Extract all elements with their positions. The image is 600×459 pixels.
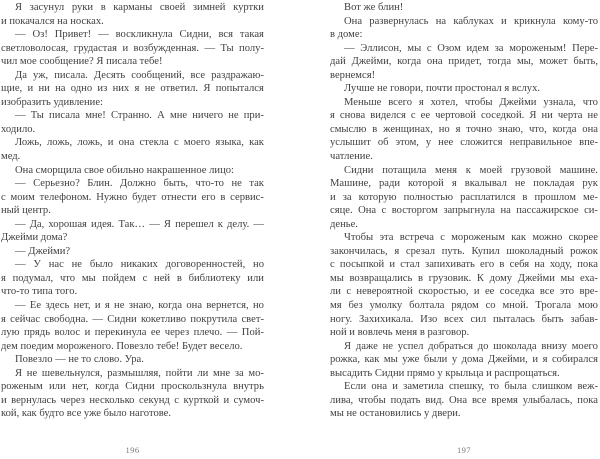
text-line: денье.: [330, 218, 358, 230]
paragraph: [1, 258, 264, 299]
text-line: — Ты писала мне! Странно. А мне ничего не при-: [15, 110, 264, 122]
paragraph: [1, 367, 264, 421]
text-line: с посыпкой и стал запихивать его в себя на ходу, пока: [330, 259, 598, 271]
text-line: Повезло — не то слово. Ура.: [15, 354, 144, 366]
text-line: закончилась, я срезал путь. Купил шоколадный рожок: [330, 245, 598, 257]
text-line: услышит об этом, у нее сложится неправильное впе-: [330, 137, 598, 149]
paragraph: [330, 82, 598, 96]
text-line: Лучше не говори, почти простонал я вслух.: [344, 83, 541, 95]
text-line: лива, чтобы подать вид. Она все время улыбалась, пока: [330, 394, 598, 406]
right-page-number: 197: [457, 445, 471, 455]
text-line: я снова виделся с ее чертовой соседкой. Я ни черта не: [330, 110, 598, 122]
paragraph: [330, 164, 598, 232]
text-line: Меньше всего я хотел, чтобы Джейми узнала, что: [344, 96, 598, 108]
text-line: Чтобы эта встреча с мороженым как можно скорее: [344, 232, 598, 244]
text-line: ногу. Захихикала. Изо всех сил пыталась быть забав-: [330, 313, 598, 325]
text-line: вернемся!: [330, 69, 376, 81]
text-line: — Эллисон, мы с Озом идем за мороженым! Пере-: [344, 42, 598, 54]
text-line: мы не остановились у двери.: [330, 408, 461, 420]
text-line: высадить Сидни прямо у крыльца и распрощаться.: [330, 367, 560, 379]
text-line: светловолосая, грудастая и возбужденная. — Ты полу-: [1, 42, 264, 54]
paragraph: [330, 340, 598, 381]
paragraph: [330, 1, 598, 15]
text-line: я подумал, что мы пойдем с ней в библиотеку или: [1, 272, 264, 284]
text-line: Джейми дома?: [1, 232, 68, 244]
text-line: мед.: [1, 151, 21, 163]
text-line: и вернулась через несколько секунд с курткой и сумоч-: [1, 394, 264, 406]
text-line: кой, как будто все уже было наготове.: [1, 408, 172, 420]
paragraph: [1, 177, 264, 218]
text-line: Машине, ради которой я вкалывал не покладая рук: [330, 178, 598, 190]
text-line: дем поедим мороженого. Повезло тебе! Будет весело.: [1, 340, 243, 352]
paragraph: [330, 380, 598, 421]
text-line: и за которую полностью расплатился в прошлом ме-: [330, 191, 598, 203]
text-line: дай Джейми, когда она придет, тогда мы, может быть,: [330, 56, 598, 68]
left-page-text-block: [1, 1, 264, 421]
text-line: мя без умолку болтала рядом со мной. Трогала мою: [330, 300, 598, 312]
paragraph: [330, 15, 598, 42]
paragraph: [1, 164, 264, 178]
text-line: — У нас не было никаких договоренностей, но: [15, 259, 264, 271]
text-line: Она развернулась на каблуках и крикнула кому-то: [344, 15, 598, 27]
text-line: я сейчас свободна. — Сидни кокетливо покрутила свет-: [1, 313, 264, 325]
text-line: Если она и заметила спешку, то была слишком веж-: [344, 381, 598, 393]
text-line: Сидни потащила меня к моей грузовой машине.: [344, 164, 598, 176]
paragraph: [1, 109, 264, 136]
paragraph: [1, 245, 264, 259]
text-line: чил мое сообщение? Я писала тебе!: [1, 56, 163, 68]
text-line: — Джейми?: [15, 245, 71, 257]
text-line: — Да, хорошая идея. Так… — Я перешел к делу. —: [15, 218, 264, 230]
left-page: [1, 1, 264, 458]
text-line: Да уж, писала. Десять сообщений, все раздражаю-: [15, 69, 264, 81]
text-line: смыслю в женщинах, но я точно знаю, что, когда она: [330, 123, 598, 135]
text-line: ный центр.: [1, 205, 51, 217]
text-line: и покачался на носках.: [1, 15, 104, 27]
text-line: Она сморщила свое обильно накрашенное лицо:: [15, 164, 234, 176]
paragraph: [1, 28, 264, 69]
text-line: — Оз! Привет! — воскликнула Сидни, вся такая: [15, 29, 264, 41]
text-line: лую прядь волос и перекинула ее через плечо. — Пой-: [1, 327, 264, 339]
text-line: изобразить удивление:: [1, 96, 103, 108]
text-line: мы возвращались в грузовик. К дому Джейми мы еха-: [330, 272, 598, 284]
text-line: — Серьезно? Блин. Должно быть, что-то не так: [15, 178, 264, 190]
text-line: с моим телефоном. Нужно будет отнести его в сервис-: [1, 191, 264, 203]
text-line: роженым или нет, когда Сидни проскользнула внутрь: [1, 381, 264, 393]
text-line: рожка, как мы уже были у дома Джейми, и я собирался: [330, 354, 598, 366]
text-line: Я не шевельнулся, размышляя, пойти ли мне за мо-: [15, 367, 264, 379]
text-line: Вот же блин!: [344, 2, 404, 13]
text-line: ходило.: [1, 123, 36, 135]
text-line: щие, и ни на одно из них я не ответил. Я попытался: [1, 83, 264, 95]
paragraph: [1, 1, 264, 28]
paragraph: [1, 136, 264, 163]
paragraph: [1, 69, 264, 110]
text-line: Я засунул руки в карманы своей зимней куртки: [15, 2, 264, 13]
text-line: Я даже не успел добраться до шоколада внизу моего: [344, 340, 598, 352]
paragraph: [1, 353, 264, 367]
text-line: сяце. Она с восторгом запрыгнула на пассажирское си-: [330, 205, 598, 217]
text-line: что-то типа того.: [1, 286, 78, 298]
text-line: в доме:: [330, 29, 363, 41]
text-line: Ложь, ложь, ложь, и она стекла с моего языка, как: [15, 137, 264, 149]
text-line: — Ее здесь нет, и я не знаю, когда она вернется, но: [15, 300, 264, 312]
text-line: ной и вовлечь меня в разговор.: [330, 327, 470, 339]
paragraph: [330, 96, 598, 164]
paragraph: [1, 218, 264, 245]
text-line: ли с невероятной скоростью, и ее соседка все это вре-: [330, 286, 598, 298]
paragraph: [330, 231, 598, 339]
right-page: [330, 1, 598, 458]
paragraph: [330, 42, 598, 83]
right-page-text-block: [330, 1, 598, 421]
text-line: чатление.: [330, 151, 373, 163]
left-page-number: 196: [125, 445, 140, 455]
paragraph: [1, 299, 264, 353]
